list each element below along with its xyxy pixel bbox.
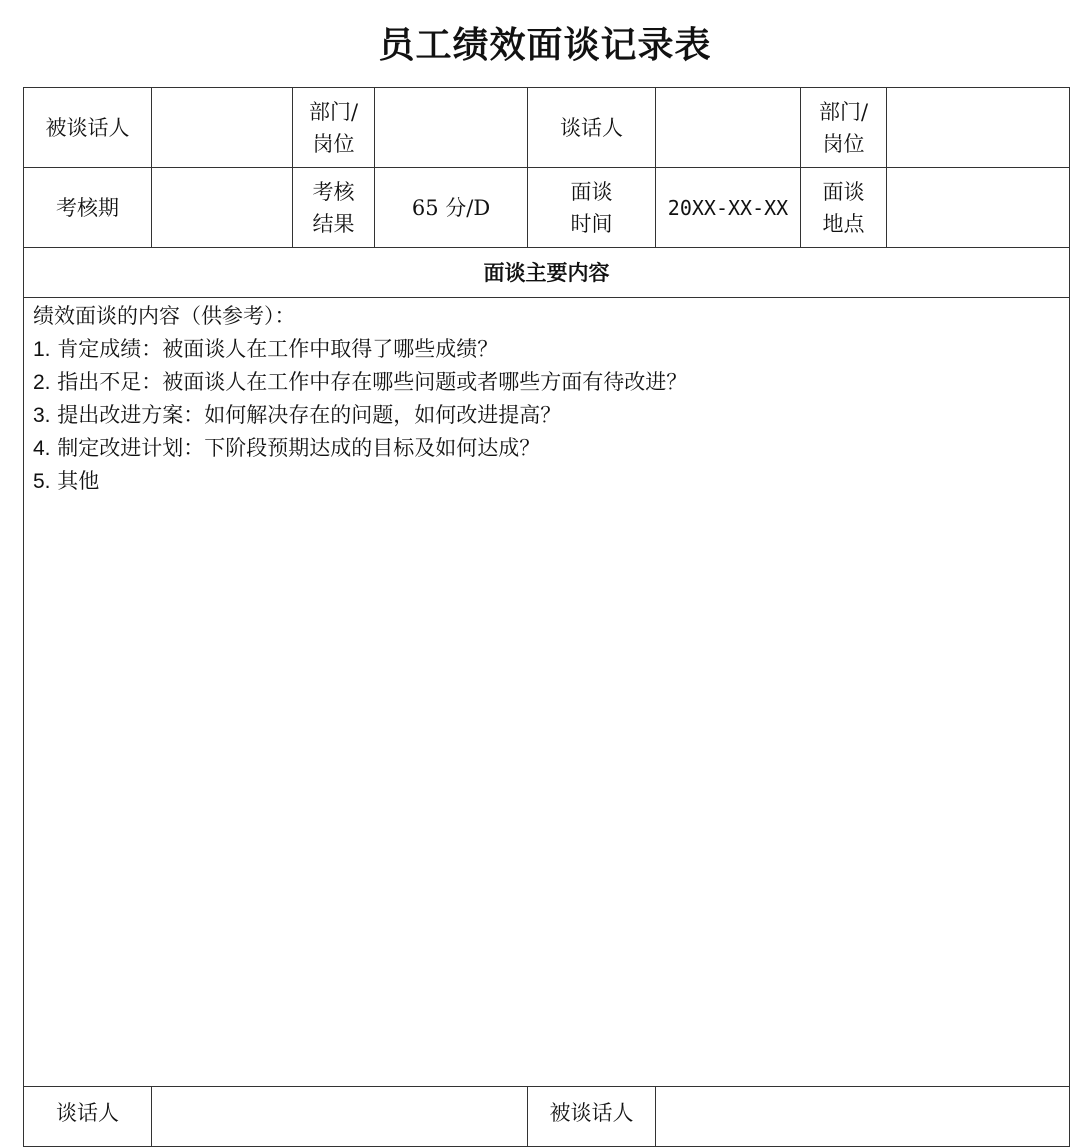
page-title: 员工绩效面谈记录表 xyxy=(378,24,712,66)
interviewee-sign-cell[interactable] xyxy=(656,1087,1070,1147)
content-item xyxy=(33,432,1069,465)
time-value-cell[interactable] xyxy=(656,168,801,248)
interviewer-dept-value-cell[interactable] xyxy=(887,88,1070,168)
content-item xyxy=(33,399,1069,432)
result-value-cell[interactable] xyxy=(375,168,528,248)
place-label-cell xyxy=(801,168,887,248)
interview-time-label: 面谈 时间 xyxy=(570,179,613,236)
interviewee-dept-position-label: 部门/ 岗位 xyxy=(308,99,359,156)
interviewee-sign-label: 被谈话人 xyxy=(549,1101,634,1125)
interviewer-label-cell xyxy=(528,88,656,168)
header-row-assessment xyxy=(24,168,1070,248)
content-intro: 绩效面谈的内容（供参考）： xyxy=(33,304,296,328)
period-label-cell xyxy=(24,168,152,248)
item-text: 提出改进方案：如何解决存在的问题，如何改进提高？ xyxy=(57,403,562,427)
item-text: 指出不足：被面谈人在工作中存在哪些问题或者哪些方面有待改进？ xyxy=(57,370,688,394)
interviewer-dept-label-cell xyxy=(801,88,887,168)
item-number: 5. xyxy=(33,470,51,493)
item-number: 1. xyxy=(33,338,51,361)
interviewee-dept-value-cell[interactable] xyxy=(375,88,528,168)
interviewer-dept-position-label: 部门/ 岗位 xyxy=(818,99,869,156)
assessment-period-label: 考核期 xyxy=(56,195,119,220)
place-value-cell[interactable] xyxy=(887,168,1070,248)
interviewer-sign-label: 谈话人 xyxy=(56,1101,119,1125)
interviewer-label: 谈话人 xyxy=(560,115,623,140)
interviewer-value-cell[interactable] xyxy=(656,88,801,168)
content-item xyxy=(33,465,1069,498)
item-text: 肯定成绩：被面谈人在工作中取得了哪些成绩？ xyxy=(57,337,499,361)
interviewer-sign-cell[interactable] xyxy=(152,1087,528,1147)
assessment-result-value: 65 分/D xyxy=(411,195,491,220)
item-text: 制定改进计划：下阶段预期达成的目标及如何达成？ xyxy=(57,436,541,460)
interview-place-label: 面谈 地点 xyxy=(822,179,865,236)
interviewee-dept-label-cell xyxy=(293,88,375,168)
section-title-cell xyxy=(24,248,1070,298)
interview-content-area[interactable] xyxy=(24,298,1070,1087)
time-label-cell xyxy=(528,168,656,248)
content-item xyxy=(33,366,1069,399)
assessment-result-label: 考核 结果 xyxy=(312,179,355,236)
item-number: 4. xyxy=(33,437,51,460)
interviewee-sign-label-cell xyxy=(528,1087,656,1147)
signature-row xyxy=(24,1087,1070,1147)
item-number: 2. xyxy=(33,371,51,394)
item-text: 其他 xyxy=(57,469,100,493)
interviewee-label-cell xyxy=(24,88,152,168)
interviewee-label: 被谈话人 xyxy=(45,115,130,140)
period-value-cell[interactable] xyxy=(152,168,293,248)
section-header-row xyxy=(24,248,1070,298)
interview-time-value: 20XX-XX-XX xyxy=(667,195,789,220)
result-label-cell xyxy=(293,168,375,248)
interviewer-sign-label-cell xyxy=(24,1087,152,1147)
item-number: 3. xyxy=(33,404,51,427)
interview-record-table xyxy=(23,87,1070,1147)
section-title: 面谈主要内容 xyxy=(483,259,610,285)
interviewee-value-cell[interactable] xyxy=(152,88,293,168)
content-row xyxy=(24,298,1070,1087)
content-item xyxy=(33,333,1069,366)
header-row-people xyxy=(24,88,1070,168)
